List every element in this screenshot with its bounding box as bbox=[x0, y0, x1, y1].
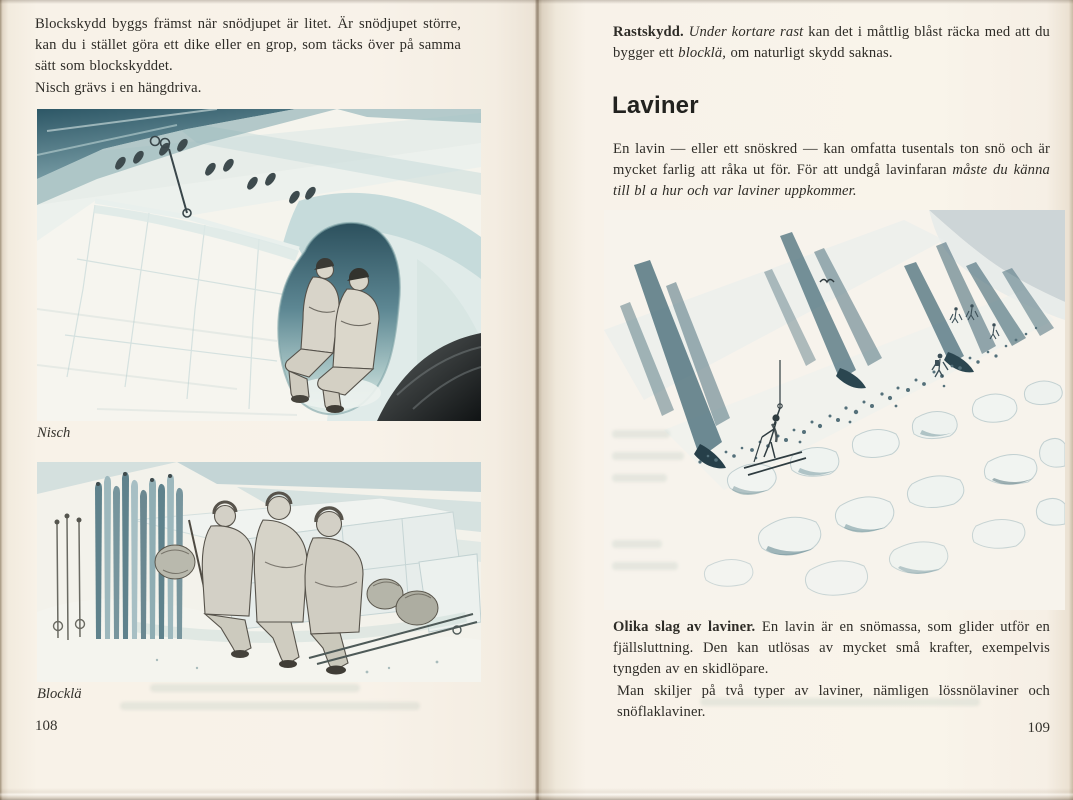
caption-blockla: Blocklä bbox=[37, 686, 82, 702]
olika-text: En lavin är en snömassa, som glider utför en fjällsluttning. Den kan utlösas av mycket små krafter, exempelvis tyngden av en skidlöpare. bbox=[613, 619, 1050, 678]
lavin-intro-paragraph bbox=[613, 139, 1050, 203]
bleedthrough-smudge bbox=[612, 474, 667, 482]
blockskydd-paragraph bbox=[35, 14, 461, 99]
rastskydd-text-2: om naturligt skydd saknas. bbox=[726, 45, 893, 62]
bleedthrough-smudge bbox=[120, 702, 420, 710]
lavin-intro-italic: måste du känna till bl a hur och var laviner uppkommer. bbox=[613, 162, 1051, 200]
avalanche-slope-illustration bbox=[604, 210, 1065, 610]
book-gutter bbox=[535, 0, 539, 800]
bleedthrough-smudge bbox=[700, 698, 980, 706]
laviner-heading: Laviner bbox=[612, 92, 699, 119]
rastskydd-italic-2: blocklä, bbox=[678, 45, 727, 62]
bleedthrough-smudge bbox=[612, 540, 662, 548]
page-number-109: 109 bbox=[1027, 720, 1050, 736]
page-number-108: 108 bbox=[35, 718, 58, 734]
rastskydd-paragraph bbox=[613, 22, 1050, 64]
olika-paragraph bbox=[613, 617, 1050, 723]
nisch-line: Nisch grävs i en hängdriva. bbox=[35, 79, 202, 96]
bleedthrough-smudge bbox=[612, 430, 670, 438]
blockskydd-text: Blockskydd byggs främst när snödjupet är litet. Är snödjupet större, kan du i stället göra ett dike eller en grop, som täcks över på samma sätt som blockskyddet. bbox=[35, 16, 461, 75]
lavin-intro-text: En lavin — eller ett snöskred — kan omfatta tusentals ton snö och är mycket farlig att råka ut för. För att undgå lavinfaran bbox=[613, 141, 1050, 179]
rastskydd-lead: Rastskydd. bbox=[613, 24, 689, 40]
snow-block-shelter-illustration bbox=[37, 462, 481, 682]
bleedthrough-smudge bbox=[612, 562, 678, 570]
snow-niche-cave-illustration bbox=[37, 109, 481, 421]
rastskydd-text: kan det i måttlig blåst räcka med att du bygger ett bbox=[613, 24, 1050, 62]
bleedthrough-smudge bbox=[612, 452, 684, 460]
bleedthrough-smudge bbox=[150, 684, 360, 692]
olika-lead: Olika slag av laviner. bbox=[613, 619, 756, 635]
caption-nisch: Nisch bbox=[37, 425, 71, 441]
rastskydd-italic: Under kortare rast bbox=[688, 24, 809, 40]
olika-text-2: Man skiljer på två typer av laviner, nämligen lössnölaviner och snöflaklaviner. bbox=[617, 682, 1050, 720]
